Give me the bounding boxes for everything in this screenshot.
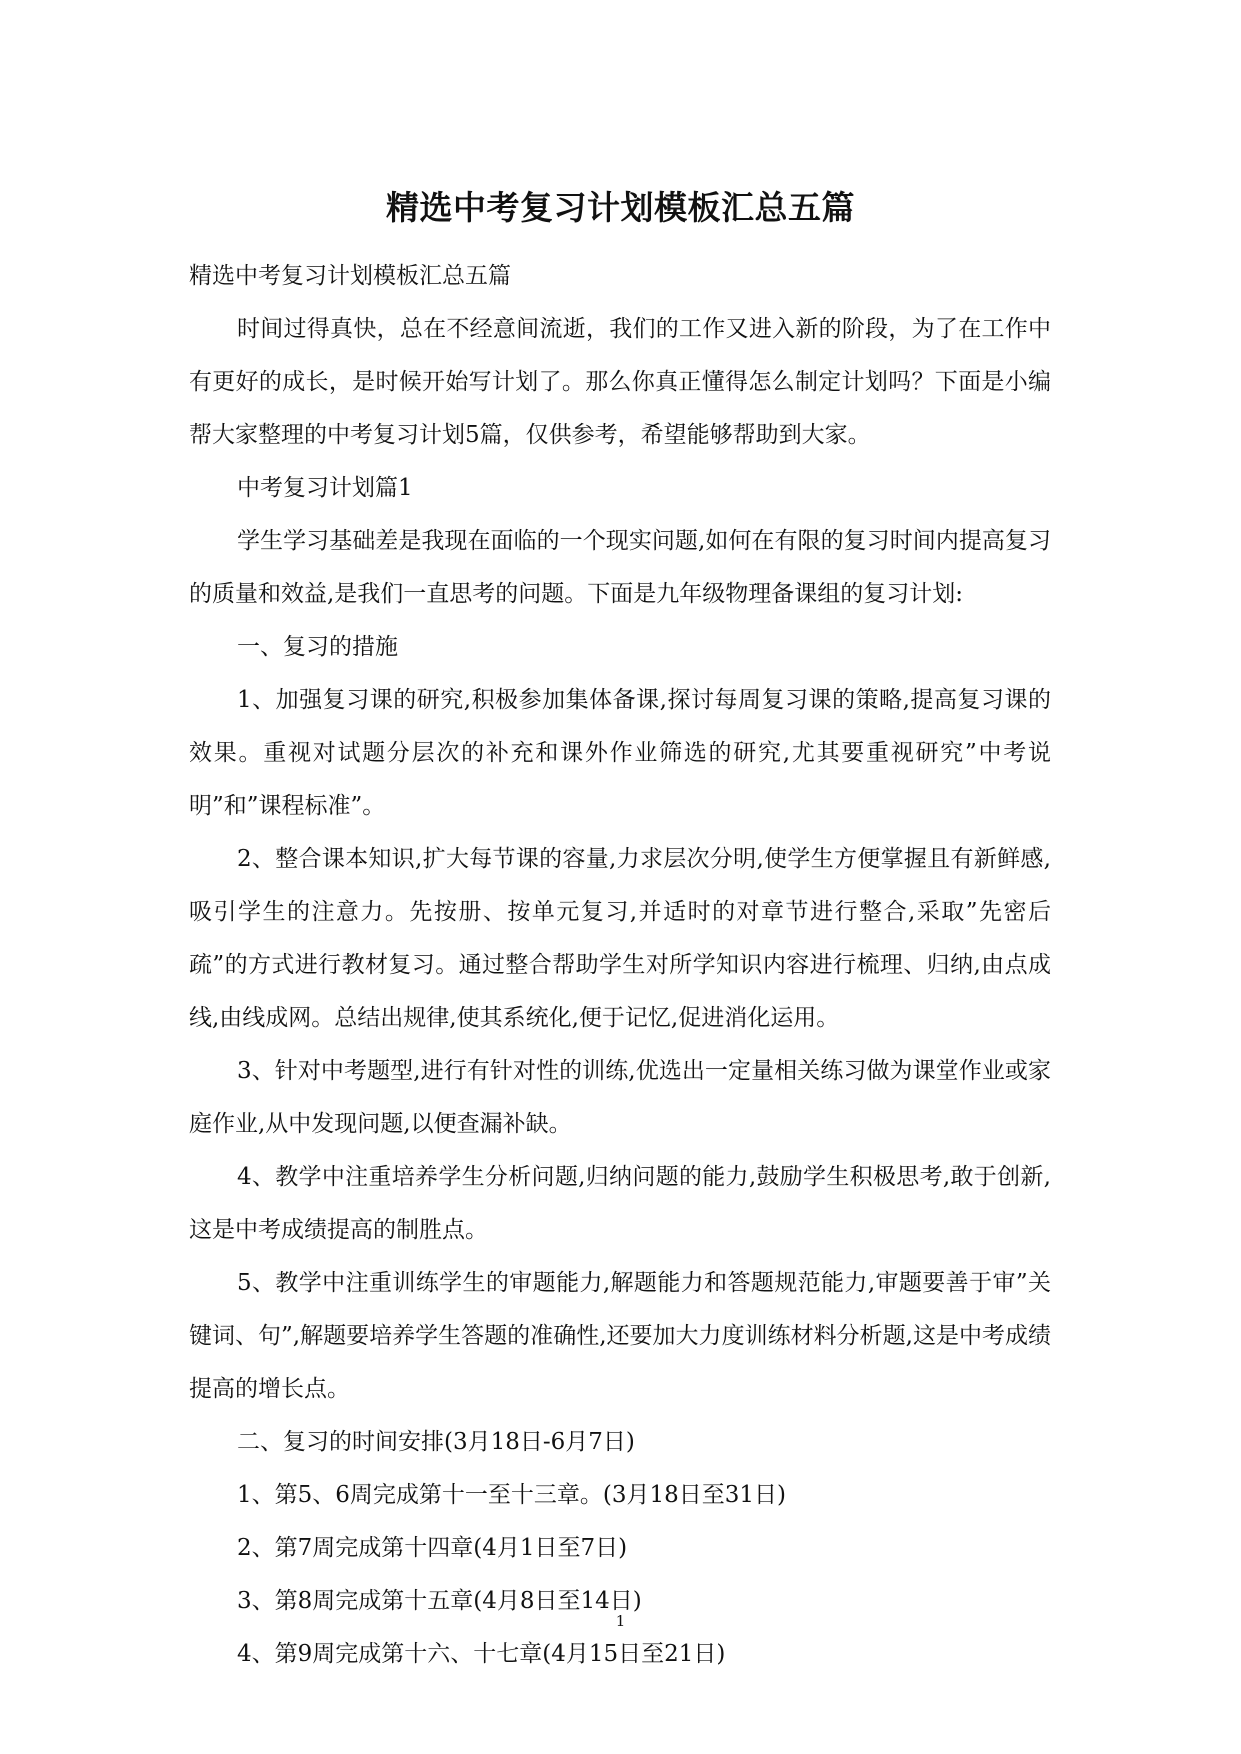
measure-item: 3、针对中考题型,进行有针对性的训练,优选出一定量相关练习做为课堂作业或家庭作业,从中发现问题,以便查漏补缺。 xyxy=(189,1058,1051,1137)
subtitle-line: 精选中考复习计划模板汇总五篇 xyxy=(189,263,511,289)
measure-item: 4、教学中注重培养学生分析问题,归纳问题的能力,鼓励学生积极思考,敢于创新,这是中考成绩提高的制胜点。 xyxy=(189,1164,1051,1243)
measure-item: 1、加强复习课的研究,积极参加集体备课,探讨每周复习课的策略,提高复习课的效果。重视对试题分层次的补充和课外作业筛选的研究,尤其要重视研究”中考说明”和”课程标准”。 xyxy=(189,687,1051,819)
section-heading: 中考复习计划篇1 xyxy=(237,475,413,501)
measures-heading: 一、复习的措施 xyxy=(237,634,398,660)
schedule-item: 4、第9周完成第十六、十七章(4月15日至21日) xyxy=(237,1641,726,1667)
measure-item: 2、整合课本知识,扩大每节课的容量,力求层次分明,使学生方便掌握且有新鲜感,吸引学生的注意力。先按册、按单元复习,并适时的对章节进行整合,采取”先密后疏”的方式进行教材复习。通过整合帮助学生对所学知识内容进行梳理、归纳,由点成线,由线成网。总结出规律,使其系统化,便于记忆,促进消化运用。 xyxy=(189,846,1051,1031)
intro-paragraph: 时间过得真快，总在不经意间流逝，我们的工作又进入新的阶段，为了在工作中有更好的成长，是时候开始写计划了。那么你真正懂得怎么制定计划吗？下面是小编帮大家整理的中考复习计划5篇，仅供参考，希望能够帮助到大家。 xyxy=(189,316,1051,448)
section-intro-paragraph: 学生学习基础差是我现在面临的一个现实问题,如何在有限的复习时间内提高复习的质量和效益,是我们一直思考的问题。下面是九年级物理备课组的复习计划: xyxy=(189,528,1051,607)
schedule-item: 1、第5、6周完成第十一至十三章。(3月18日至31日) xyxy=(237,1482,787,1508)
page-number: 1 xyxy=(615,1612,626,1630)
document-body xyxy=(189,250,1051,1681)
schedule-item: 3、第8周完成第十五章(4月8日至14日) xyxy=(237,1588,642,1614)
schedule-item: 2、第7周完成第十四章(4月1日至7日) xyxy=(237,1535,628,1561)
measure-item: 5、教学中注重训练学生的审题能力,解题能力和答题规范能力,审题要善于审”关键词、句”,解题要培养学生答题的准确性,还要加大力度训练材料分析题,这是中考成绩提高的增长点。 xyxy=(189,1270,1051,1402)
schedule-heading: 二、复习的时间安排(3月18日-6月7日) xyxy=(237,1429,635,1455)
document-title: 精选中考复习计划模板汇总五篇 xyxy=(386,188,855,227)
